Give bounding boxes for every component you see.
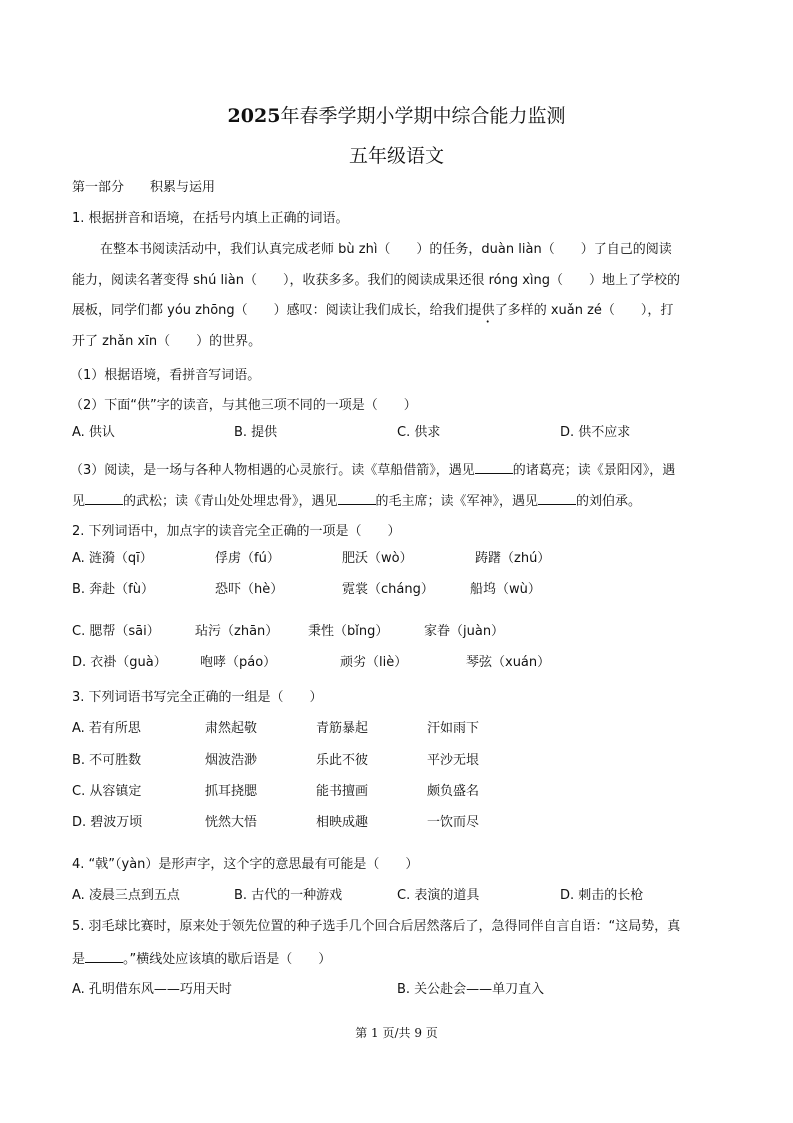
q1-p3-dotted-char: 供 (481, 303, 495, 318)
q2-a-2: 俘虏（fú） (215, 551, 280, 566)
q1-s3-text-a: （3）阅读，是一场与各种人物相遇的心灵旅行。读《草船借箭》，遇见 (70, 463, 475, 478)
q1-sub-2: （2）下面“供”字的读音，与其他三项不同的一项是（ ） (70, 398, 417, 413)
q3-c-1: C. 从容镇定 (72, 784, 142, 799)
q2-b-3: 霓裳（cháng） (342, 582, 434, 597)
q1-paragraph-line-2: 能力，阅读名著变得 shú liàn（ ），收获多多。我们的阅读成果还很 róng xìng（ ）地上了学校的 (72, 273, 681, 288)
q3-d-4: 一饮而尽 (427, 815, 480, 830)
q1-s2-option-d: D. 供不应求 (560, 425, 631, 440)
blank-line (85, 948, 123, 963)
blank-line (338, 490, 376, 505)
q3-a-4: 汗如雨下 (427, 721, 480, 736)
q2-c-2: 玷污（zhān） (195, 624, 279, 639)
q1-paragraph-line-1: 在整本书阅读活动中，我们认真完成老师 bù zhì（ ）的任务，duàn liàn（ ）了自己的阅读 (100, 242, 672, 257)
q1-p3-end: 了多样的 xuǎn zé（ ），打 (494, 303, 674, 318)
q2-d-1: D. 衣褂（guà） (72, 655, 167, 670)
q2-c-3: 秉性（bǐng） (308, 624, 389, 639)
q3-c-4: 颇负盛名 (427, 784, 480, 799)
q2-b-4: 船坞（wù） (470, 582, 541, 597)
q1-s3-text-d: 的武松；读《青山处处埋忠骨》，遇见 (123, 494, 338, 509)
q2-b-1: B. 奔赴（fù） (72, 582, 154, 597)
q2-c-4: 家眷（juàn） (424, 624, 505, 639)
q3-b-2: 烟波浩渺 (205, 753, 258, 768)
q2-a-1: A. 涟漪（qī） (72, 551, 153, 566)
q3-b-4: 平沙无垠 (427, 753, 480, 768)
q1-sub-3-line-2 (72, 490, 641, 512)
q1-s2-option-b: B. 提供 (234, 425, 278, 440)
q2-d-2: 咆哮（páo） (200, 655, 277, 670)
q1-s3-text-e: 的毛主席；读《军神》，遇见 (375, 494, 539, 509)
q3-a-3: 青筋暴起 (316, 721, 369, 736)
q1-paragraph-line-3 (72, 301, 673, 326)
q2-b-2: 恐吓（hè） (215, 582, 284, 597)
blank-line (85, 490, 123, 505)
q5-text-a: 是 (72, 952, 86, 967)
q3-stem: 3. 下列词语书写完全正确的一组是（ ） (72, 690, 323, 705)
q1-s3-text-b: 的诸葛亮；读《景阳冈》，遇 (512, 463, 676, 478)
q3-d-1: D. 碧波万顷 (72, 815, 143, 830)
q4-option-c: C. 表演的道具 (397, 888, 480, 903)
q2-d-4: 琴弦（xuán） (466, 655, 551, 670)
q5-line-1: 5. 羽毛球比赛时，原来处于领先位置的种子选手几个回合后居然落后了，急得同伴自言自语：“这局势，真 (72, 919, 681, 934)
blank-line (475, 459, 513, 474)
q4-stem: 4. “戟”（yàn）是形声字，这个字的意思最有可能是（ ） (72, 857, 419, 872)
section-heading: 第一部分 积累与运用 (72, 180, 216, 195)
q5-text-b: 。”横线处应该填的歇后语是（ ） (123, 952, 332, 967)
q3-b-3: 乐此不彼 (316, 753, 369, 768)
q1-s3-text-f: 的刘伯承。 (576, 494, 642, 509)
q1-p3-start: 展板，同学们都 yóu zhōng（ ）感叹：阅读让我们成长，给我们提 (72, 303, 482, 318)
q4-option-a: A. 凌晨三点到五点 (72, 888, 180, 903)
q2-a-3: 肥沃（wò） (342, 551, 413, 566)
q2-a-4: 踌躇（zhú） (475, 551, 551, 566)
q1-s3-text-c: 见 (72, 494, 86, 509)
q3-a-1: A. 若有所思 (72, 721, 141, 736)
title-year: 2025 (227, 105, 281, 127)
page-subtitle: 五年级语文 (348, 145, 444, 167)
blank-line (538, 490, 576, 505)
q1-s2-option-a: A. 供认 (72, 425, 115, 440)
q1-sub-3-line-1 (70, 459, 675, 481)
q3-a-2: 肃然起敬 (205, 721, 258, 736)
q2-stem: 2. 下列词语中，加点字的读音完全正确的一项是（ ） (72, 524, 401, 539)
q3-c-3: 能书擅画 (316, 784, 369, 799)
q1-paragraph-line-4: 开了 zhǎn xīn（ ）的世界。 (72, 334, 262, 349)
q1-s2-option-c: C. 供求 (397, 425, 441, 440)
title-text: 年春季学期小学期中综合能力监测 (280, 105, 566, 127)
q5-option-a: A. 孔明借东风——巧用天时 (72, 982, 232, 997)
q3-b-1: B. 不可胜数 (72, 753, 142, 768)
q3-d-2: 恍然大悟 (205, 815, 258, 830)
q1-stem: 1. 根据拼音和语境，在括号内填上正确的词语。 (72, 211, 349, 226)
q5-option-b: B. 关公赴会——单刀直入 (397, 982, 545, 997)
page-footer: 第 1 页/共 9 页 (355, 1026, 438, 1040)
page-title (0, 101, 793, 128)
q1-sub-1: （1）根据语境，看拼音写词语。 (70, 368, 261, 383)
q3-d-3: 相映成趣 (316, 815, 369, 830)
q2-c-1: C. 腮帮（sāi） (72, 624, 160, 639)
q4-option-b: B. 古代的一种游戏 (234, 888, 343, 903)
q3-c-2: 抓耳挠腮 (205, 784, 258, 799)
q4-option-d: D. 刺击的长枪 (560, 888, 644, 903)
q2-d-3: 顽劣（liè） (340, 655, 408, 670)
q5-line-2 (72, 948, 331, 970)
